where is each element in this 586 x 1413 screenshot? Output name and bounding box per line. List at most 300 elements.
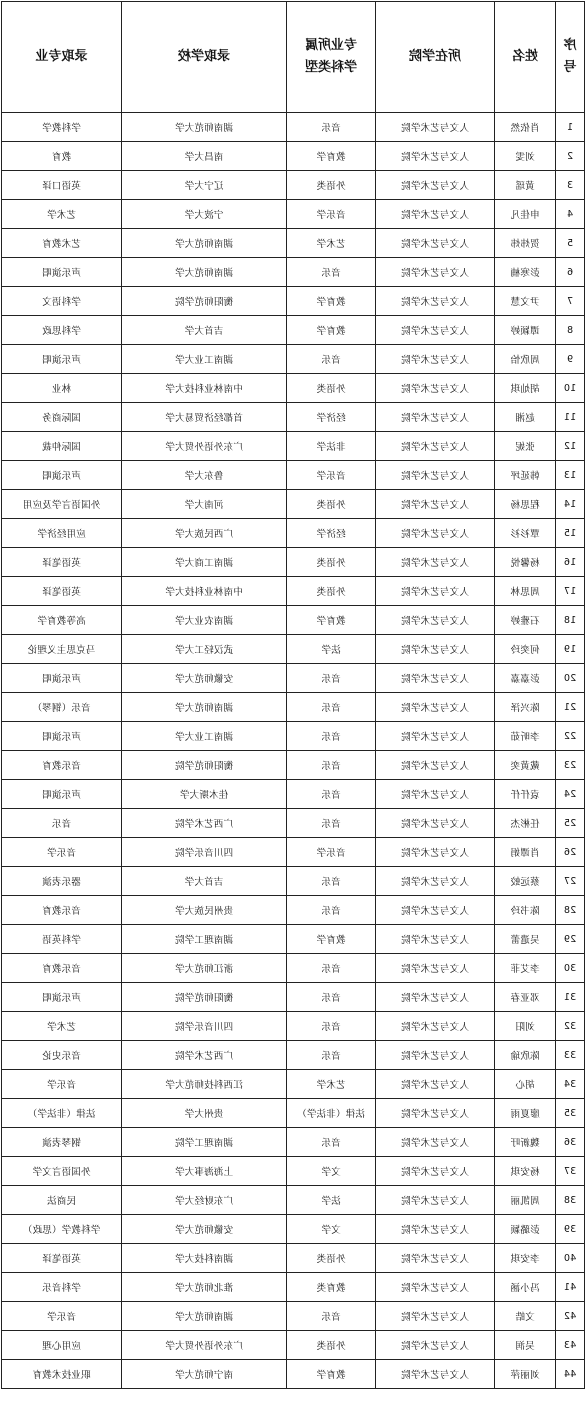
cell-name: 周欣怡 (495, 345, 556, 374)
cell-school: 湖南师范大学 (122, 693, 287, 722)
cell-major: 国际仲裁 (2, 432, 122, 461)
table-row (2, 751, 585, 780)
cell-school: 南昌大学 (122, 142, 287, 171)
cell-no: 44 (556, 1360, 585, 1389)
cell-major: 音乐教育 (2, 896, 122, 925)
cell-college: 人文与艺术学院 (376, 693, 495, 722)
cell-school: 河南大学 (122, 490, 287, 519)
cell-college: 人文与艺术学院 (376, 838, 495, 867)
table-row (2, 1244, 585, 1273)
cell-subject-type: 音乐 (287, 1128, 376, 1157)
cell-college: 人文与艺术学院 (376, 751, 495, 780)
cell-college: 人文与艺术学院 (376, 983, 495, 1012)
cell-major: 林业 (2, 374, 122, 403)
cell-school: 湖南农业大学 (122, 606, 287, 635)
cell-subject-type: 音乐 (287, 751, 376, 780)
table-row (2, 838, 585, 867)
cell-no: 38 (556, 1186, 585, 1215)
cell-subject-type: 教育学 (287, 316, 376, 345)
cell-school: 湖南师范大学 (122, 1302, 287, 1331)
cell-major: 音乐（钢琴） (2, 693, 122, 722)
cell-subject-type: 教育类 (287, 1273, 376, 1302)
cell-no: 1 (556, 113, 585, 142)
table-row (2, 809, 585, 838)
cell-major: 学科英语 (2, 925, 122, 954)
table-row (2, 432, 585, 461)
cell-subject-type: 外语类 (287, 490, 376, 519)
cell-major: 法律（非法学） (2, 1099, 122, 1128)
table-row (2, 722, 585, 751)
cell-major: 艺术学 (2, 1012, 122, 1041)
cell-name: 彭寒楠 (495, 258, 556, 287)
table-row (2, 1157, 585, 1186)
cell-school: 安徽师范大学 (122, 1215, 287, 1244)
cell-subject-type: 艺术学 (287, 1070, 376, 1099)
cell-major: 声乐演唱 (2, 461, 122, 490)
cell-subject-type: 音乐 (287, 258, 376, 287)
cell-major: 艺术学 (2, 200, 122, 229)
cell-no: 2 (556, 142, 585, 171)
cell-subject-type: 音乐 (287, 983, 376, 1012)
cell-subject-type: 外语类 (287, 577, 376, 606)
cell-college: 人文与艺术学院 (376, 606, 495, 635)
cell-no: 10 (556, 374, 585, 403)
table-row (2, 374, 585, 403)
cell-school: 安徽师范大学 (122, 664, 287, 693)
cell-name: 杨馨悦 (495, 548, 556, 577)
cell-school: 衡阳师范学院 (122, 751, 287, 780)
cell-name: 黄瑶 (495, 171, 556, 200)
cell-school: 湖南科技大学 (122, 1244, 287, 1273)
cell-school: 鲁东大学 (122, 461, 287, 490)
cell-name: 谭颖婷 (495, 316, 556, 345)
cell-college: 人文与艺术学院 (376, 1128, 495, 1157)
cell-school: 衡阳师范学院 (122, 983, 287, 1012)
cell-name: 贺炜炜 (495, 229, 556, 258)
cell-major: 高等教育学 (2, 606, 122, 635)
cell-no: 17 (556, 577, 585, 606)
cell-college: 人文与艺术学院 (376, 780, 495, 809)
cell-major: 民商法 (2, 1186, 122, 1215)
cell-college: 人文与艺术学院 (376, 1012, 495, 1041)
cell-school: 中南林业科技大学 (122, 577, 287, 606)
cell-no: 7 (556, 287, 585, 316)
cell-no: 43 (556, 1331, 585, 1360)
cell-school: 浙江师范大学 (122, 954, 287, 983)
cell-subject-type: 音乐学 (287, 200, 376, 229)
table-row (2, 171, 585, 200)
cell-major: 音乐学 (2, 838, 122, 867)
cell-subject-type: 音乐 (287, 809, 376, 838)
table-row (2, 867, 585, 896)
cell-major: 学科音乐 (2, 1273, 122, 1302)
cell-name: 刘阳 (495, 1012, 556, 1041)
table-row (2, 954, 585, 983)
cell-major: 音乐教育 (2, 751, 122, 780)
cell-school: 辽宁大学 (122, 171, 287, 200)
cell-college: 人文与艺术学院 (376, 577, 495, 606)
cell-no: 12 (556, 432, 585, 461)
cell-school: 湖南工业大学 (122, 345, 287, 374)
table-row (2, 606, 585, 635)
cell-college: 人文与艺术学院 (376, 896, 495, 925)
cell-no: 40 (556, 1244, 585, 1273)
cell-no: 11 (556, 403, 585, 432)
table-row (2, 693, 585, 722)
table-row (2, 635, 585, 664)
cell-school: 湖南师范大学 (122, 113, 287, 142)
table-row (2, 229, 585, 258)
cell-subject-type: 经济学 (287, 403, 376, 432)
cell-subject-type: 外语类 (287, 1244, 376, 1273)
cell-major: 音乐学 (2, 1302, 122, 1331)
cell-subject-type: 音乐 (287, 693, 376, 722)
table-row (2, 925, 585, 954)
table-row (2, 316, 585, 345)
cell-college: 人文与艺术学院 (376, 1244, 495, 1273)
cell-no: 31 (556, 983, 585, 1012)
cell-subject-type: 经济学 (287, 519, 376, 548)
table-row (2, 1186, 585, 1215)
cell-no: 32 (556, 1012, 585, 1041)
cell-no: 28 (556, 896, 585, 925)
cell-no: 5 (556, 229, 585, 258)
table-row (2, 1041, 585, 1070)
cell-college: 人文与艺术学院 (376, 664, 495, 693)
cell-major: 声乐演唱 (2, 258, 122, 287)
cell-name: 袁仟仟 (495, 780, 556, 809)
cell-name: 吴润 (495, 1331, 556, 1360)
cell-name: 张妮 (495, 432, 556, 461)
cell-no: 39 (556, 1215, 585, 1244)
table-row (2, 896, 585, 925)
table-row (2, 1331, 585, 1360)
cell-college: 人文与艺术学院 (376, 229, 495, 258)
cell-subject-type: 非法学 (287, 432, 376, 461)
cell-college: 人文与艺术学院 (376, 1273, 495, 1302)
table-row (2, 461, 585, 490)
cell-name: 胡灿琪 (495, 374, 556, 403)
cell-subject-type: 文学 (287, 1215, 376, 1244)
cell-no: 34 (556, 1070, 585, 1099)
cell-subject-type: 音乐 (287, 896, 376, 925)
table-row (2, 345, 585, 374)
cell-school: 吉首大学 (122, 316, 287, 345)
cell-school: 武汉轻工大学 (122, 635, 287, 664)
cell-name: 陈欣瑜 (495, 1041, 556, 1070)
cell-school: 宁波大学 (122, 200, 287, 229)
cell-major: 学科思政 (2, 316, 122, 345)
table-row (2, 258, 585, 287)
table-body (2, 113, 585, 1389)
cell-name: 文皓 (495, 1302, 556, 1331)
cell-no: 35 (556, 1099, 585, 1128)
cell-subject-type: 音乐 (287, 867, 376, 896)
cell-subject-type: 外语类 (287, 548, 376, 577)
cell-college: 人文与艺术学院 (376, 1041, 495, 1070)
cell-school: 广东外语外贸大学 (122, 432, 287, 461)
table-row (2, 548, 585, 577)
cell-no: 41 (556, 1273, 585, 1302)
cell-major: 声乐演唱 (2, 722, 122, 751)
cell-name: 覃衫衫 (495, 519, 556, 548)
cell-college: 人文与艺术学院 (376, 519, 495, 548)
table-row (2, 287, 585, 316)
cell-college: 人文与艺术学院 (376, 200, 495, 229)
cell-subject-type: 音乐 (287, 113, 376, 142)
cell-college: 人文与艺术学院 (376, 142, 495, 171)
cell-college: 人文与艺术学院 (376, 1186, 495, 1215)
cell-college: 人文与艺术学院 (376, 809, 495, 838)
cell-school: 四川音乐学院 (122, 1012, 287, 1041)
cell-college: 人文与艺术学院 (376, 1099, 495, 1128)
cell-school: 江西科技师范大学 (122, 1070, 287, 1099)
cell-school: 首都经济贸易大学 (122, 403, 287, 432)
cell-college: 人文与艺术学院 (376, 258, 495, 287)
cell-school: 贵州民族大学 (122, 896, 287, 925)
table-row (2, 577, 585, 606)
cell-school: 湖南工商大学 (122, 548, 287, 577)
table-row (2, 780, 585, 809)
cell-subject-type: 教育学 (287, 925, 376, 954)
cell-name: 程思杨 (495, 490, 556, 519)
cell-school: 佳木斯大学 (122, 780, 287, 809)
cell-subject-type: 音乐 (287, 664, 376, 693)
admission-table (1, 1, 585, 1389)
cell-college: 人文与艺术学院 (376, 925, 495, 954)
cell-no: 15 (556, 519, 585, 548)
cell-major: 职业技术教育 (2, 1360, 122, 1389)
cell-no: 23 (556, 751, 585, 780)
cell-subject-type: 音乐 (287, 722, 376, 751)
cell-subject-type: 法律（非法学） (287, 1099, 376, 1128)
cell-subject-type: 音乐 (287, 345, 376, 374)
cell-name: 任彬杰 (495, 809, 556, 838)
cell-no: 27 (556, 867, 585, 896)
cell-college: 人文与艺术学院 (376, 1215, 495, 1244)
table-row (2, 1099, 585, 1128)
cell-name: 吴遣蕾 (495, 925, 556, 954)
cell-name: 蔡远蛟 (495, 867, 556, 896)
cell-major: 英语口译 (2, 171, 122, 200)
cell-school: 湖南师范大学 (122, 229, 287, 258)
cell-major: 学科语文 (2, 287, 122, 316)
cell-name: 邓亚春 (495, 983, 556, 1012)
cell-major: 声乐演唱 (2, 664, 122, 693)
cell-major: 国际商务 (2, 403, 122, 432)
cell-name: 冯小涵 (495, 1273, 556, 1302)
cell-major: 教育 (2, 142, 122, 171)
cell-name: 石雅婷 (495, 606, 556, 635)
cell-name: 尹文慧 (495, 287, 556, 316)
cell-college: 人文与艺术学院 (376, 722, 495, 751)
cell-major: 音乐教育 (2, 954, 122, 983)
cell-major: 学科教学（思政） (2, 1215, 122, 1244)
table-row (2, 1215, 585, 1244)
cell-no: 19 (556, 635, 585, 664)
cell-no: 29 (556, 925, 585, 954)
cell-school: 广东财经大学 (122, 1186, 287, 1215)
header-school: 录取学校 (122, 2, 287, 113)
cell-major: 外国语言文学 (2, 1157, 122, 1186)
cell-no: 33 (556, 1041, 585, 1070)
cell-college: 人文与艺术学院 (376, 287, 495, 316)
cell-subject-type: 音乐学 (287, 838, 376, 867)
cell-no: 24 (556, 780, 585, 809)
cell-name: 周凯丽 (495, 1186, 556, 1215)
cell-school: 衡阳师范学院 (122, 287, 287, 316)
cell-subject-type: 教育学 (287, 142, 376, 171)
cell-no: 36 (556, 1128, 585, 1157)
cell-no: 22 (556, 722, 585, 751)
table-row (2, 1360, 585, 1389)
cell-school: 广西民族大学 (122, 519, 287, 548)
cell-college: 人文与艺术学院 (376, 403, 495, 432)
cell-college: 人文与艺术学院 (376, 490, 495, 519)
cell-school: 湖南师范大学 (122, 258, 287, 287)
cell-no: 3 (556, 171, 585, 200)
header-subject-type: 专业所属学科类型 (287, 2, 376, 113)
cell-subject-type: 教育学 (287, 606, 376, 635)
cell-subject-type: 教育学 (287, 287, 376, 316)
cell-name: 李安琪 (495, 1244, 556, 1273)
cell-no: 6 (556, 258, 585, 287)
cell-name: 李艾菲 (495, 954, 556, 983)
cell-major: 钢琴表演 (2, 1128, 122, 1157)
cell-college: 人文与艺术学院 (376, 432, 495, 461)
cell-college: 人文与艺术学院 (376, 374, 495, 403)
cell-major: 音乐学 (2, 1070, 122, 1099)
cell-college: 人文与艺术学院 (376, 867, 495, 896)
cell-no: 26 (556, 838, 585, 867)
table-row (2, 1273, 585, 1302)
cell-school: 中南林业科技大学 (122, 374, 287, 403)
cell-major: 应用经济学 (2, 519, 122, 548)
cell-major: 应用心理 (2, 1331, 122, 1360)
cell-name: 周思林 (495, 577, 556, 606)
cell-major: 外国语言学及应用 (2, 490, 122, 519)
cell-major: 声乐演唱 (2, 780, 122, 809)
cell-no: 25 (556, 809, 585, 838)
cell-name: 陈兴泽 (495, 693, 556, 722)
cell-major: 英语笔译 (2, 548, 122, 577)
table-row (2, 200, 585, 229)
cell-no: 37 (556, 1157, 585, 1186)
cell-subject-type: 文学 (287, 1157, 376, 1186)
cell-college: 人文与艺术学院 (376, 548, 495, 577)
cell-major: 马克思主义理论 (2, 635, 122, 664)
cell-name: 刘雯 (495, 142, 556, 171)
cell-no: 42 (556, 1302, 585, 1331)
cell-school: 上海海事大学 (122, 1157, 287, 1186)
cell-college: 人文与艺术学院 (376, 954, 495, 983)
cell-name: 戴黄奕 (495, 751, 556, 780)
cell-college: 人文与艺术学院 (376, 113, 495, 142)
cell-school: 四川音乐学院 (122, 838, 287, 867)
cell-major: 音乐 (2, 809, 122, 838)
cell-no: 18 (556, 606, 585, 635)
cell-major: 学科教学 (2, 113, 122, 142)
cell-subject-type: 外语类 (287, 374, 376, 403)
cell-name: 刘丽萍 (495, 1360, 556, 1389)
cell-subject-type: 音乐 (287, 1302, 376, 1331)
cell-name: 何奕玲 (495, 635, 556, 664)
table-row (2, 1070, 585, 1099)
cell-name: 李昕茹 (495, 722, 556, 751)
cell-no: 20 (556, 664, 585, 693)
cell-no: 21 (556, 693, 585, 722)
table-row (2, 113, 585, 142)
table-row (2, 983, 585, 1012)
cell-subject-type: 艺术学 (287, 229, 376, 258)
cell-name: 魏新吁 (495, 1128, 556, 1157)
cell-no: 14 (556, 490, 585, 519)
cell-no: 13 (556, 461, 585, 490)
cell-school: 广西艺术学院 (122, 1041, 287, 1070)
cell-subject-type: 外语类 (287, 171, 376, 200)
cell-school: 广西艺术学院 (122, 809, 287, 838)
cell-school: 南宁师范大学 (122, 1360, 287, 1389)
cell-school: 湖南理工学院 (122, 925, 287, 954)
header-major: 录取专业 (2, 2, 122, 113)
cell-name: 申佳凡 (495, 200, 556, 229)
header-college: 所在学院 (376, 2, 495, 113)
table-row (2, 1012, 585, 1041)
cell-no: 16 (556, 548, 585, 577)
cell-college: 人文与艺术学院 (376, 345, 495, 374)
header-no: 序号 (556, 2, 585, 113)
cell-school: 湖南工业大学 (122, 722, 287, 751)
cell-subject-type: 音乐 (287, 780, 376, 809)
cell-no: 30 (556, 954, 585, 983)
header-row (2, 2, 585, 113)
cell-subject-type: 音乐 (287, 1012, 376, 1041)
cell-school: 吉首大学 (122, 867, 287, 896)
cell-major: 声乐演唱 (2, 983, 122, 1012)
cell-subject-type: 法学 (287, 1186, 376, 1215)
cell-name: 赵湘 (495, 403, 556, 432)
cell-name: 肖依然 (495, 113, 556, 142)
cell-subject-type: 外语类 (287, 1331, 376, 1360)
cell-college: 人文与艺术学院 (376, 316, 495, 345)
cell-major: 英语笔译 (2, 577, 122, 606)
cell-college: 人文与艺术学院 (376, 635, 495, 664)
cell-name: 彭嘉嘉 (495, 664, 556, 693)
table-row (2, 490, 585, 519)
cell-college: 人文与艺术学院 (376, 1070, 495, 1099)
table-row (2, 403, 585, 432)
cell-school: 淮北师范大学 (122, 1273, 287, 1302)
cell-subject-type: 音乐 (287, 1041, 376, 1070)
header-name: 姓名 (495, 2, 556, 113)
cell-college: 人文与艺术学院 (376, 1331, 495, 1360)
cell-school: 贵州大学 (122, 1099, 287, 1128)
cell-major: 英语笔译 (2, 1244, 122, 1273)
table-row (2, 519, 585, 548)
cell-college: 人文与艺术学院 (376, 1360, 495, 1389)
cell-major: 声乐演唱 (2, 345, 122, 374)
cell-school: 广东外语外贸大学 (122, 1331, 287, 1360)
table-row (2, 1302, 585, 1331)
cell-name: 廖夏雨 (495, 1099, 556, 1128)
cell-major: 器乐表演 (2, 867, 122, 896)
cell-subject-type: 教育学 (287, 1360, 376, 1389)
cell-college: 人文与艺术学院 (376, 171, 495, 200)
cell-name: 胡心 (495, 1070, 556, 1099)
cell-name: 肖谭娟 (495, 838, 556, 867)
cell-school: 湖南理工学院 (122, 1128, 287, 1157)
cell-no: 9 (556, 345, 585, 374)
